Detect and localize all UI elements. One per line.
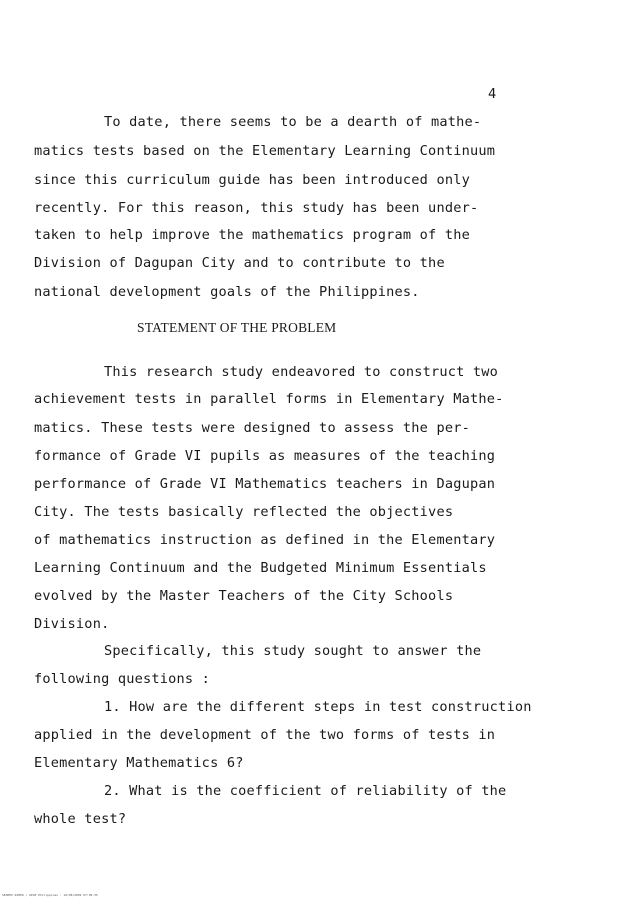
- paragraph-line: evolved by the Master Teachers of the City Schools: [34, 588, 454, 604]
- paragraph-line: recently. For this reason, this study has been under-: [34, 200, 479, 216]
- scan-footer: SEAMEO RIHED / UPLB Philippines : 10/08/2002 07:09:35: [2, 893, 98, 897]
- question-line: 1. How are the different steps in test construction: [104, 699, 532, 715]
- paragraph-line: following questions :: [34, 671, 211, 687]
- paragraph-line: since this curriculum guide has been introduced only: [34, 172, 470, 188]
- section-heading: STATEMENT OF THE PROBLEM: [137, 320, 337, 335]
- paragraph-line: Division.: [34, 616, 110, 632]
- question-line: 2. What is the coefficient of reliability of the: [104, 783, 507, 799]
- question-line: applied in the development of the two forms of tests in: [34, 727, 496, 743]
- paragraph-line: Learning Continuum and the Budgeted Minimum Essentials: [34, 560, 487, 576]
- paragraph-line: Specifically, this study sought to answer the: [104, 643, 482, 659]
- question-line: whole test?: [34, 811, 127, 827]
- paragraph-line: Division of Dagupan City and to contribute to the: [34, 255, 445, 271]
- question-line: Elementary Mathematics 6?: [34, 755, 244, 771]
- paragraph-line: To date, there seems to be a dearth of mathe-: [104, 114, 482, 130]
- paragraph-line: national development goals of the Philippines.: [34, 284, 420, 300]
- paragraph-line: matics. These tests were designed to assess the per-: [34, 420, 470, 436]
- paragraph-line: This research study endeavored to construct two: [104, 364, 499, 380]
- paragraph-line: taken to help improve the mathematics program of the: [34, 227, 470, 243]
- paragraph-line: achievement tests in parallel forms in Elementary Mathe-: [34, 391, 504, 407]
- paragraph-line: formance of Grade VI pupils as measures of the teaching: [34, 448, 496, 464]
- paragraph-line: City. The tests basically reflected the objectives: [34, 504, 454, 520]
- paragraph-line: performance of Grade VI Mathematics teachers in Dagupan: [34, 476, 496, 492]
- paragraph-line: of mathematics instruction as defined in the Elementary: [34, 532, 496, 548]
- paragraph-line: matics tests based on the Elementary Learning Continuum: [34, 143, 496, 159]
- page-number: 4: [488, 86, 497, 102]
